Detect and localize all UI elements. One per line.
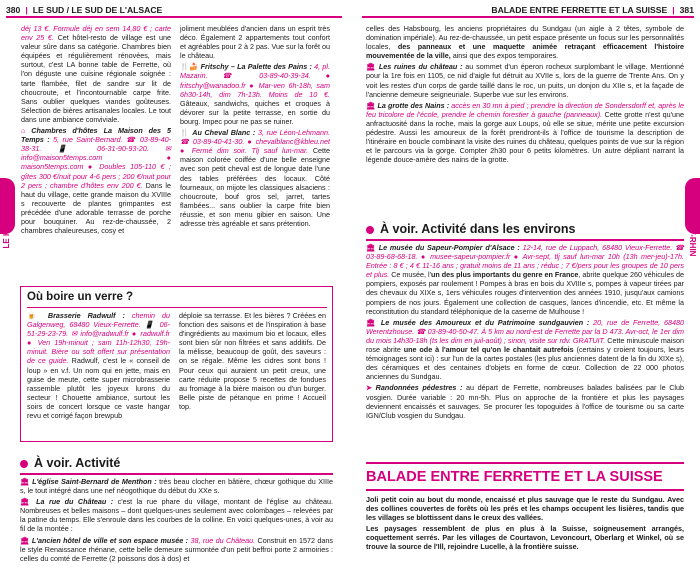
voir-environs-list (366, 243, 684, 422)
monument-icon: 🏛 (366, 243, 376, 252)
balade-intro: Joli petit coin au bout du monde, encaissé et plus sauvage que le reste du Sundgau. Avec des collines couvertes de forêts où les prés et les champs occupent les lisières, tandis que les villages se blottissent dans le creux des vallées. (366, 495, 684, 523)
randonnees-entry: ➤ Randonnées pédestres : au départ de Ferrette, nombreuses balades balisées par le Club vosgien. Durée variable : 20 mn-5h. Plus on approche de la frontière et plus les paysages deviennent encaissés et sauvages. Se procurer les topoguides à l'office de tourisme ou sa carte IGN/Club vosgien du Sundgau. (366, 383, 684, 420)
left-column-2 (180, 24, 330, 230)
arrow-icon: ➤ (366, 383, 373, 393)
cake-icon: 🍴🍰 (180, 62, 199, 72)
beer-icon: 🍺 (27, 311, 41, 320)
grotte-nains-entry: 🏛 La grotte des Nains : accès en 30 mn à pied ; prendre la direction de Sondersdorff et, après le feu tricolore de l'école, prendre le chemin forestier à gauche (panneaux). Cette grotte n'est qu'une anfractuosité dans la roche, mais la gorge aux Loups, où elle se situe, mérite une petite excursion pédestre. Aussi les amoureux de la forêt prendront-ils à l'office de tourisme la description de l'itinéraire en boucle combinant la visite des ruines du château, quelques points de vue sur la région et le parcours via la gorge. Compter 2h30 pour 6 petits kilomètres. Un autre dépliant narrant la légende douce-amère des nains de la grotte. (366, 100, 685, 165)
right-page-header: BALADE ENTRE FERRETTE ET LA SUISSE | 381 (362, 0, 694, 18)
section-bullet-icon (20, 460, 28, 468)
left-region-label: LE HAUT-RHIN (2, 192, 11, 249)
radwulf-entry-continued: déploie sa terrasse. Et les bières ? Créées en fonction des saisons et de l'inspiration à base d'ingrédients au maximum bio et locaux, elles sont bien sûr non filtrées et sans additifs. De la mélisse, beaucoup de goût, des saveurs : on se régale. Même les cidres sont bons ! Pour ceux qui auraient un petit creux, une carte réduite propose 5 recettes de fondues au fromage à la bière maison ou d'un burger. Belle piste de pétanque en prime ! Accueil top. (179, 311, 326, 411)
left-page-header: 380 | LE SUD / LE SUD DE L'ALSACE (6, 0, 342, 18)
monument-icon: 🏛 (366, 62, 376, 72)
voir-activite-list (20, 477, 333, 565)
radwulf-entry: 🍺 Brasserie Radwulf : chemin du Galgenweg, 68480 Vieux-Ferrette. 📱 06-51-29-23-79. ✉ info@radwulf.fr ● radwulf.fr ● Ven 19h-minuit ; sam 11h-12h30, 19h-minuit. Bière ou soft offert sur présentation de ce guide. Radwulf, c'est le « conseil de loup » en v.f. Un nom qui en jette, mais en guise de meute, cette super microbrasserie rassemble plutôt les joyeux lurons du secteur ! Chouette ambiance, surtout les soirs de concert lorsque ce vaste hangar revu et corrigé façon brewpub (27, 311, 171, 421)
hotel-entry-end: déj 13 €. Formule déj en sem 14,80 € ; carte env 25 €. Cet hôtel-resto de village est une valeur sûre dans sa catégorie. Chambres bien équipées et régulièrement rénovées, mais surtout, c'est LA bonne table de Ferrette, où l'on déguste une cuisine régionale soignée : tarte flambée, filet de sandre sur lit de choucroute, et l'incontournable carpe frite. Sans oublier quelques viandes goûteuses. Sélection de bières artisanales locales. Le tout dans une ambiance conviviale. (21, 24, 172, 124)
musee-amoureux-entry: 🏛 Le musée des Amoureux et du Patrimoine sundgauvien : 20, rue de Ferrette, 68480 Werentzhouse. ☎ 03-89-40-50-47. À 5 km au nord-est de Ferrette par la D 473. Avr-oct, le 1er dim du mois 14h30-18h (ts les dim en juil-août) ; sinon, visite sur rdv. GRATUIT. Cette minuscule maison rose abrite une ode à l'amour tel qu'on le chantait autrefois (certains y croient toujours, leurs témoignages sont ici) : sur l'un de la cartes postales (les plus anciennes datent de la fin du XIXe s), des céramiques et des centaines d'objets en forme de cœur. Collection de 22 000 photos anciennes du Sundgau. (366, 317, 685, 382)
hotel-de-ville-entry: 🏛 L'ancien hôtel de ville et son espace musée : 38, rue du Château. Construit en 1572 dans le style Renaissance rhénane, cette belle demeure surmontée d'un petit beffroi porte 2 armoiries : celles du comté de Ferrette (2 poissons dos à dos) et (20, 535, 334, 563)
balade-heading: BALADE ENTRE FERRETTE ET LA SUISSE (366, 469, 663, 485)
drink-box (20, 286, 333, 442)
left-column-1 (21, 24, 171, 237)
monument-icon: 🏛 (20, 497, 32, 507)
fork-icon: 🍴 (180, 128, 190, 138)
drink-box-rule (27, 307, 327, 308)
right-column-top (366, 24, 684, 166)
monument-icon: 🏛 (20, 535, 30, 545)
monument-icon: 🏛 (366, 317, 377, 327)
drink-box-title: Où boire un verre ? (27, 291, 134, 303)
right-running-title: BALADE ENTRE FERRETTE ET LA SUISSE (491, 5, 668, 15)
right-region-label: LE HAUT-RHIN (688, 200, 697, 257)
drink-box-right-col (179, 311, 326, 413)
rue-chateau-entry: 🏛 La rue du Château : c'est la rue phare du village, montant de l'église au château. Nombreuses et belles maisons – dont quelques-unes seulement avec colombages – relevées par la patine du temps. Elle s'enroule dans les courbes de la colline. En voici quelques-unes, à voir au fil de la montée : (20, 497, 333, 534)
monument-icon: 🏛 (366, 100, 376, 110)
ruines-chateau-entry: 🏛 Les ruines du château : au sommet d'un éperon rocheux surplombant le village. Mentionné pour la 1re fois en 1105, ce nid d'aigle fut détruit au XVIIe s, lors de la guerre de Trente Ans. On y voit les restes d'un corps de garde taillé dans le roc, un puits, un donjon du XIIe s, et la façade de l'ancienne demeure seigneuriale. Superbe vue sur les environs. (366, 62, 684, 99)
eglise-entry: 🏛 L'église Saint-Bernard de Menthon : très beau clocher en bâtière, chœur gothique du XIIIe s, le tout intégré dans une nef néogothique du début du XXe s. (20, 477, 334, 496)
section-bullet-icon (366, 226, 374, 234)
house-icon: ⌂ (21, 126, 26, 136)
voir-environs-heading: À voir. Activité dans les environs (366, 222, 575, 236)
left-page-number: 380 (6, 5, 21, 15)
cheval-blanc-entry: 🍴 Au Cheval Blanc : 3, rue Léon-Lehmann. ☎ 03-89-40-41-30. ● chevalblanc@kbleu.net ● Fermé dim soir. Tlj sauf lun-mar. Cette maison colorée coiffée d'une belle enseigne avec son petit cheval est de longue date l'une des tables préférées des locaux. Côté fourneaux, on mijote les classiques alsaciens : choucroute, bouf gros sel, jarret, tartes flambées... sans oublier la carpe frite bien réussie, et son menu gibier en saison. Une adresse très agréable et sans prétention. (180, 128, 331, 228)
maison-5-temps-entry: ⌂ Chambres d'hôtes La Maison des 5 Temps : 5, rue Saint-Bernard. ☎ 03-89-40-38-31. 📱 06-31-90-93-20. ✉ info@maison5temps.com ● maison5temps.com ● Doubles 105-110 € ; gîtes 300 €/nuit pour 4-6 pers ; 200 €/nuit pour 2 pers ; chambre d'hôtes env 200 €. Dans le haut du village, cette grande maison du XVIIIe s recouverte de plantes grimpantes est précédée d'une adorable terrasse de porche pour bouquiner. Au rez-de-chaussée, 2 chambres chaleureuses, cosy et (21, 126, 171, 236)
balade-text (366, 495, 684, 554)
joliment-paragraph: joliment meublées d'ancien dans un esprit très déco. Également 2 appartements tout confort et agréables pour 2 à 2 pas. Vue sur la forêt ou le château. (180, 24, 330, 61)
monument-icon: 🏛 (20, 477, 30, 486)
balade-paysages: Les paysages ressemblent de plus en plus à la Suisse, soigneusement arrangés, coquettement serrés. Par les villages de Courtavon, Levoncourt, Oberlarg et Winkel, où se trouve la source de l'Ill, rejoindre Lucelle, à la frontière suisse. (366, 524, 684, 552)
voir-activite-rule (20, 473, 333, 475)
left-running-title: LE SUD / LE SUD DE L'ALSACE (32, 5, 163, 15)
voir-environs-rule (366, 239, 684, 241)
fritschy-entry: 🍴🍰 Fritschy – La Palette des Pains : 4, pl. Mazarin. ☎ 03-89-40-39-34. ● fritschy@wanadoo.fr ● Mar-ven 6h-18h, sam 6h30-14h, dim 7h-13h. Moins de 10 €. Gâteaux, sandwichs, quiches et croques à dévorer sur la petite terrasse, en sortie du bourg. Impec pour ne pas se ruiner. (180, 62, 330, 126)
hotel-de-ville-continued: celles des Habsbourg, les anciens propriétaires du Sundgau (un aigle à 2 têtes, symbole de domination impériale). Au rez-de-chaussée, un petit espace présente un focus sur les personnalités locales, des panneaux et une maquette animée retraçant efficacement l'histoire mouvementée de la ville, ainsi que des expos temporaires. (366, 24, 684, 61)
right-page-number: 381 (679, 5, 694, 15)
balade-top-rule (366, 462, 684, 464)
voir-activite-heading: À voir. Activité (20, 456, 120, 470)
drink-box-left-col (27, 311, 170, 422)
balade-bottom-rule (366, 489, 684, 491)
musee-pompier-entry: 🏛 Le musée du Sapeur-Pompier d'Alsace : 12-14, rue de Luppach, 68480 Vieux-Ferrette. ☎ 03-89-68-68-18. ● musee-sapeur-pompier.fr ● Avr-sept, tlj sauf lun-mar 10h (13h mer-jeu)-17h. Entrée : 8 € ; 4 € 11-16 ans ; gratuit moins de 11 ans ; réduc ; 7 €/pers pour les groupes de 10 pers et plus. Ce musée, l'un des plus importants du genre en France, abrite quelque 260 véhicules de pompiers, exposés par roulement ! Pompes à bras en bois du XVIIIe s, pompes à vapeur tirées par des chevaux du XIXe s, 1ers véhicules rouges d'intervention des années 1910, jusqu'aux camions pompiers de nos jours. Également une collection de casques, lances d'incendie, etc. Et même la reconstitution du standard téléphonique de la caserne de Mulhouse ! (366, 243, 684, 316)
